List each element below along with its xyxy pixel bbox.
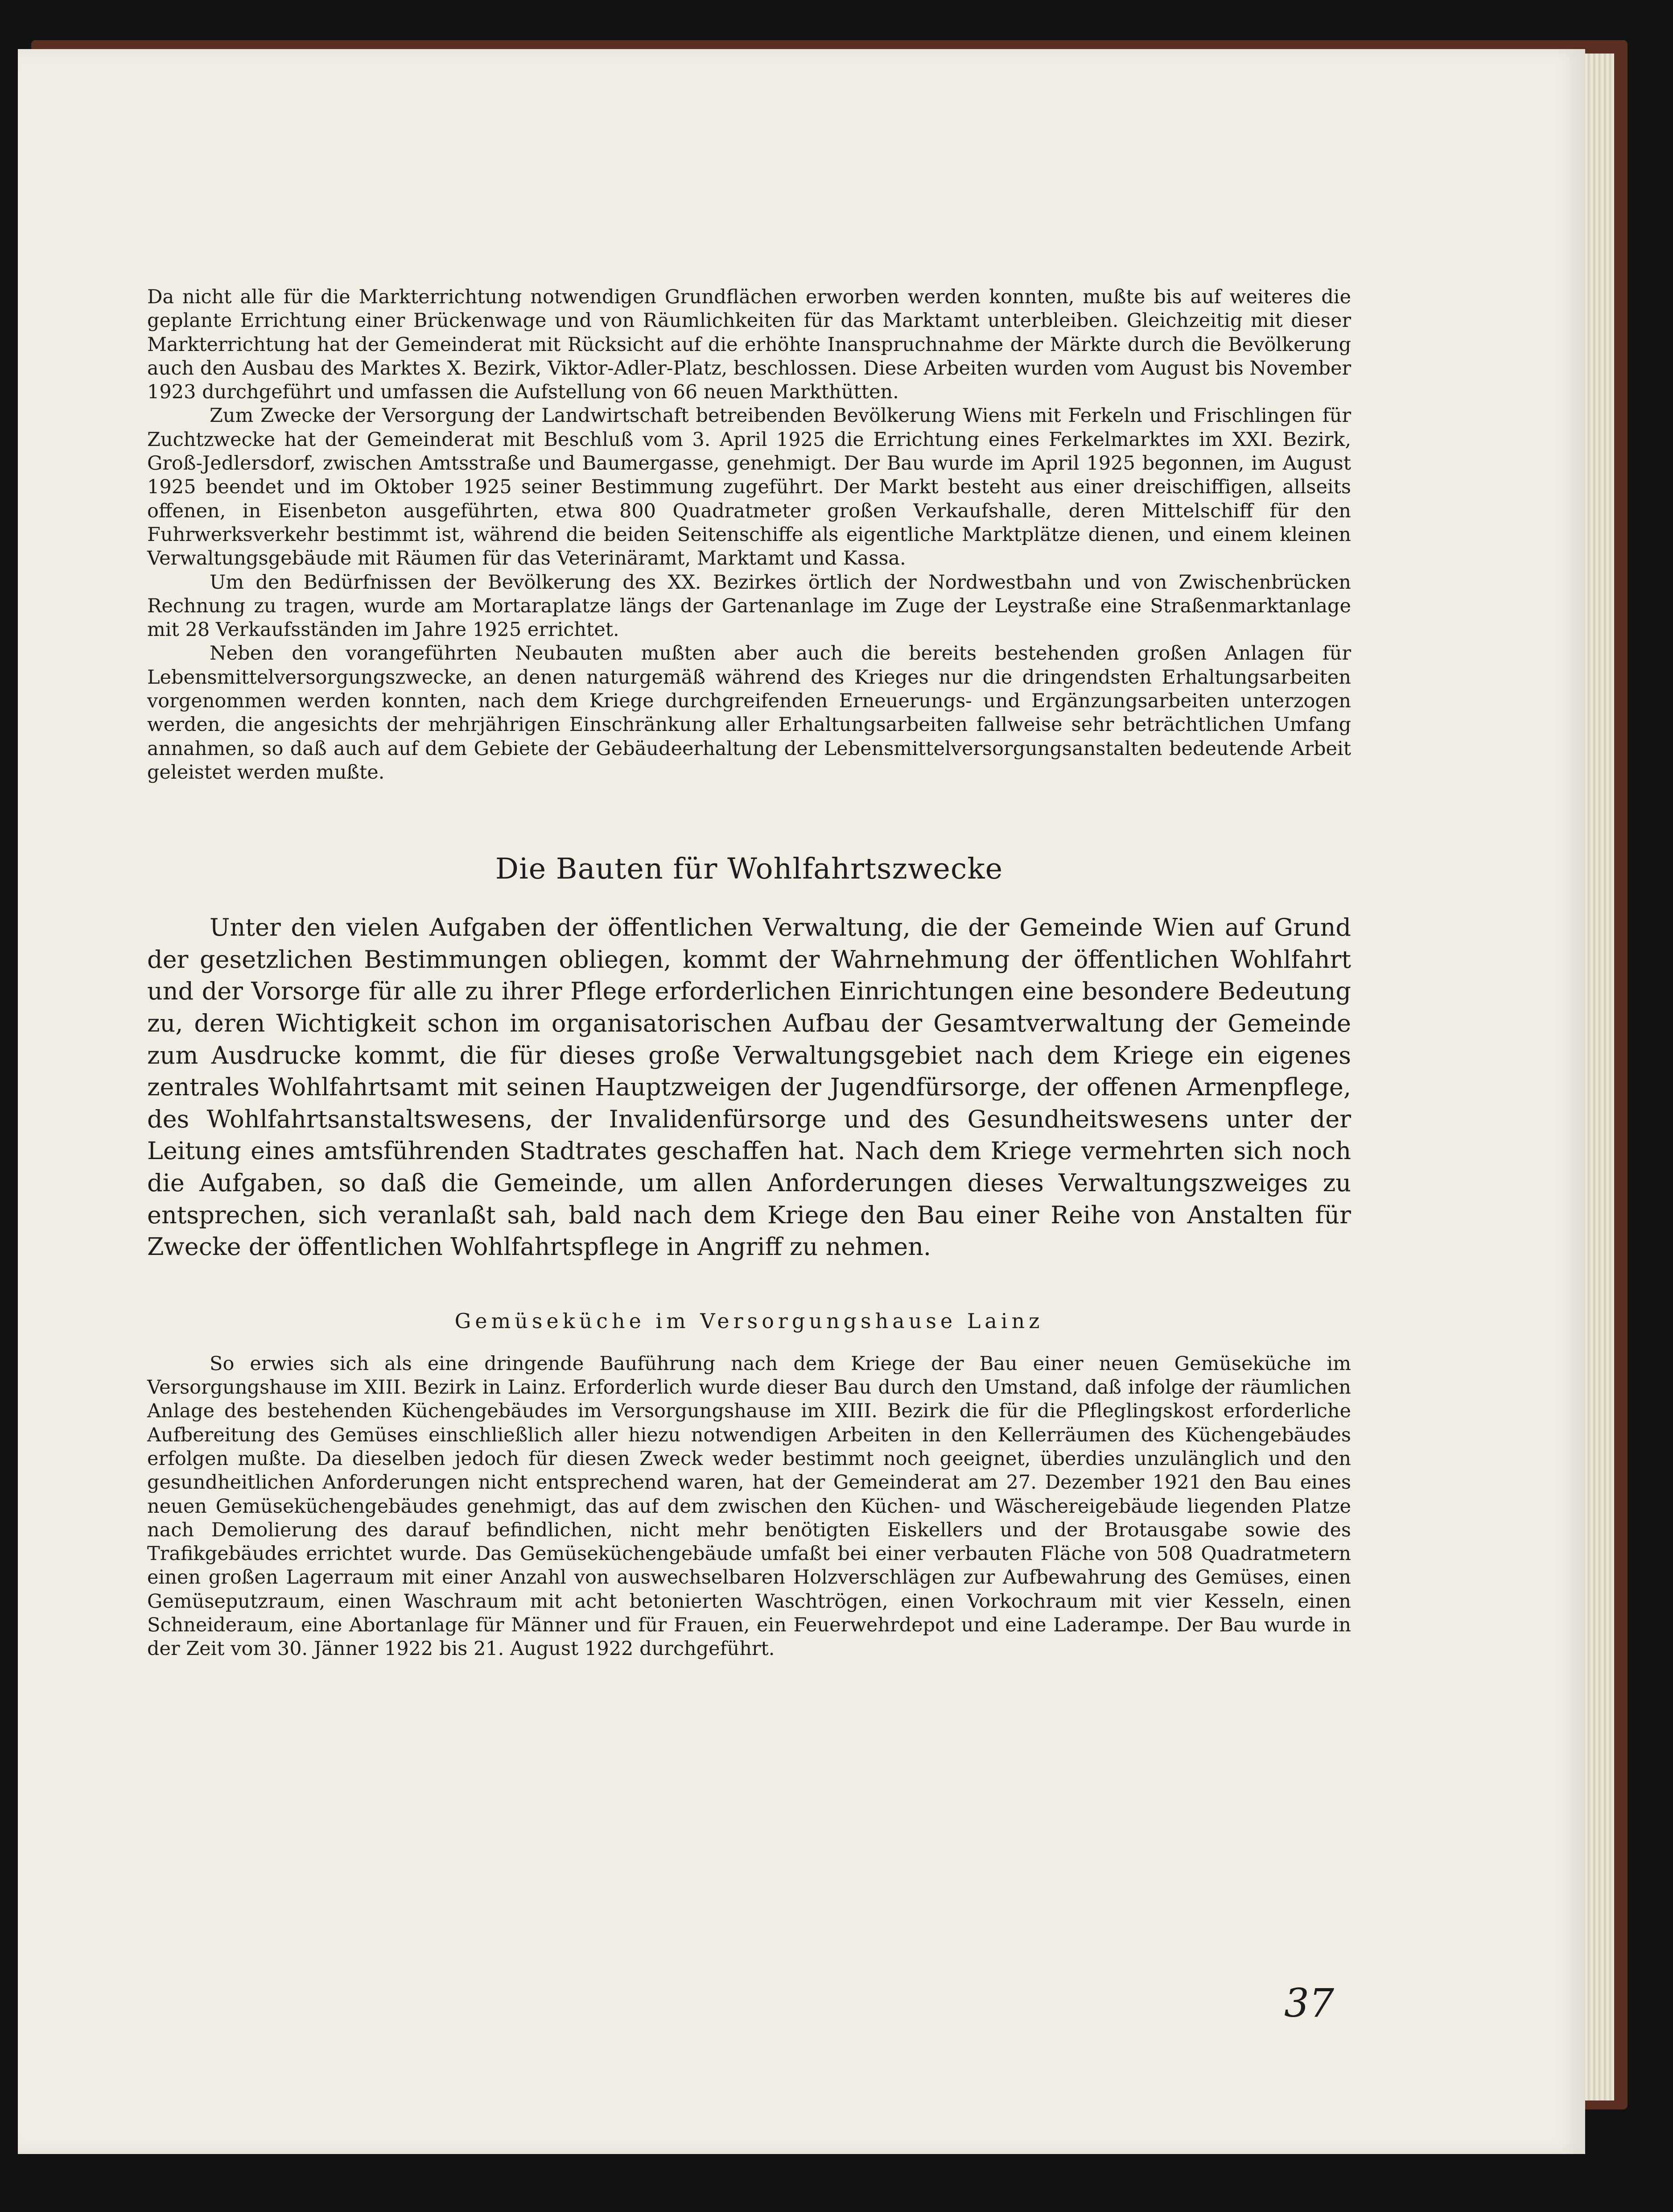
paragraph: Zum Zwecke der Versorgung der Landwirtschaft betreibenden Bevölkerung Wiens mit Ferkeln und Frischlingen für Zuchtzwecke hat der Gemeinderat mit Beschluß vom 3. April 1925 die Errichtung eines Ferkelmarktes im XXI. Bezirk, Groß-Jedlersdorf, zwischen Amtsstraße und Baumergasse, genehmigt. Der Bau wurde im April 1925 begonnen, im August 1925 beendet und im Oktober 1925 seiner Bestimmung zugeführt. Der Markt besteht aus einer dreischiffigen, allseits offenen, in Eisenbeton ausgeführten, etwa 800 Quadratmeter großen Verkaufshalle, deren Mittelschiff für den Fuhrwerksverkehr bestimmt ist, während die beiden Seitenschiffe als eigentliche Marktplätze dienen, und einem kleinen Verwaltungsgebäude mit Räumen für das Veterinäramt, Marktamt und Kassa. [147,404,1351,570]
page-number: 37 [1284,1980,1334,2026]
section-heading: Die Bauten für Wohlfahrtszwecke [495,852,1003,886]
welfare-intro [147,912,1351,1263]
paragraph: Da nicht alle für die Markterrichtung notwendigen Grundflächen erworben werden konnten, mußte bis auf weiteres die geplante Errichtung einer Brückenwage und von Räumlichkeiten für das Marktamt unterbleiben. Gleichzeitig mit dieser Markterrichtung hat der Gemeinderat mit Rücksicht auf die erhöhte Inanspruchnahme der Märkte durch die Bevölkerung auch den Ausbau des Marktes X. Bezirk, Viktor-Adler-Platz, beschlossen. Diese Arbeiten wurden vom August bis November 1923 durchgeführt und umfassen die Aufstellung von 66 neuen Markthütten. [147,286,1351,404]
markets-section [147,285,1351,784]
book-page [18,49,1585,2154]
paragraph: So erwies sich als eine dringende Bauführung nach dem Kriege der Bau einer neuen Gemüseküche im Versorgungshause im XIII. Bezirk in Lainz. Erforderlich wurde dieser Bau durch den Umstand, daß infolge der räumlichen Anlage des bestehenden Küchengebäudes im Versorgungshause im XIII. Bezirk die für die Pfleglingskost erforderliche Aufbereitung des Gemüses einschließlich aller hiezu notwendigen Arbeiten in den Kellerräumen des Küchengebäudes erfolgen mußte. Da dieselben jedoch für diesen Zweck weder bestimmt noch geeignet, überdies unzulänglich und den gesundheitlichen Anforderungen nicht entsprechend waren, hat der Gemeinderat am 27. Dezember 1921 den Bau eines neuen Gemüseküchengebäudes genehmigt, das auf dem zwischen den Küchen- und Wäschereigebäude liegenden Platze nach Demolierung des darauf befindlichen, nicht mehr benötigten Eiskellers und der Brotausgabe sowie des Trafikgebäudes errichtet wurde. Das Gemüseküchengebäude umfaßt bei einer verbauten Fläche von 508 Quadratmetern einen großen Lagerraum mit einer Anzahl von auswechselbaren Holzverschlägen zur Aufbewahrung des Gemüses, einen Gemüseputzraum, einen Waschraum mit acht betonierten Waschtrögen, einen Vorkochraum mit vier Kesseln, einen Schneideraum, eine Abortanlage für Männer und für Frauen, ein Feuerwehrdepot und eine Laderampe. Der Bau wurde in der Zeit vom 30. Jänner 1922 bis 21. August 1922 durchgeführt. [147,1352,1351,1660]
subsection-heading: Gemüseküche im Versorgungshause Lainz [454,1308,1044,1333]
lainz-section [147,1352,1351,1661]
paragraph: Unter den vielen Aufgaben der öffentlichen Verwaltung, die der Gemeinde Wien auf Grund der gesetzlichen Bestimmungen obliegen, kommt der Wahrnehmung der öffentlichen Wohlfahrt und der Vorsorge für alle zu ihrer Pflege erforderlichen Einrichtungen eine besondere Bedeutung zu, deren Wichtigkeit schon im organisatorischen Aufbau der Gesamtverwaltung der Gemeinde zum Ausdrucke kommt, die für dieses große Verwaltungsgebiet nach dem Kriege ein eigenes zentrales Wohlfahrtsamt mit seinen Hauptzweigen der Jugendfürsorge, der offenen Armenpflege, des Wohlfahrtsanstaltswesens, der Invalidenfürsorge und des Gesundheitswesens unter der Leitung eines amtsführenden Stadtrates geschaffen hat. Nach dem Kriege vermehrten sich noch die Aufgaben, so daß die Gemeinde, um allen Anforderungen dieses Verwaltungszweiges zu entsprechen, sich veranlaßt sah, bald nach dem Kriege den Bau einer Reihe von Anstalten für Zwecke der öffentlichen Wohlfahrtspflege in Angriff zu nehmen. [147,913,1351,1261]
paragraph: Um den Bedürfnissen der Bevölkerung des XX. Bezirkes örtlich der Nordwestbahn und von Zwischenbrücken Rechnung zu tragen, wurde am Mortaraplatze längs der Gartenanlage im Zuge der Leystraße eine Straßenmarktanlage mit 28 Verkaufsständen im Jahre 1925 errichtet. [147,571,1351,641]
paragraph: Neben den vorangeführten Neubauten mußten aber auch die bereits bestehenden großen Anlagen für Lebensmittelversorgungszwecke, an denen naturgemäß während des Krieges nur die dringendsten Erhaltungsarbeiten vorgenommen werden konnten, nach dem Kriege durchgreifenden Erneuerungs- und Ergänzungsarbeiten unterzogen werden, die angesichts der mehrjährigen Einschränkung aller Erhaltungsarbeiten fallweise sehr beträchtlichen Umfang annahmen, so daß auch auf dem Gebiete der Gebäudeerhaltung der Lebensmittelversorgungsanstalten bedeutende Arbeit geleistet werden mußte. [147,642,1351,784]
page-content [147,285,1351,1661]
